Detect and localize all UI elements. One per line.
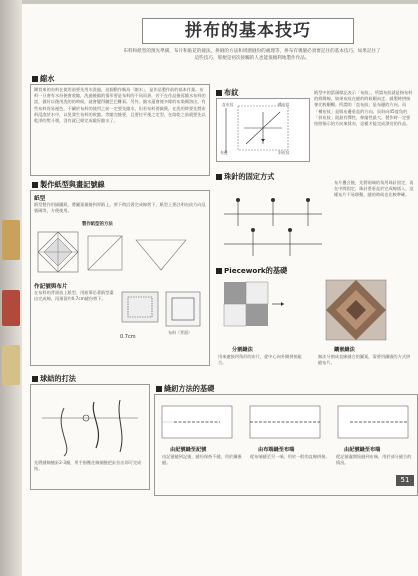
page-tab <box>2 220 20 260</box>
page-title: 拼布的基本技巧 <box>142 18 354 44</box>
split-seam-caption: 分割縫法 <box>232 347 253 353</box>
page-tab <box>2 290 20 326</box>
pin-heading: 珠針的固定方式 <box>216 172 274 182</box>
sewing-caption-2: 由布端縫至布端 <box>258 447 295 453</box>
pin-text: 布片疊合後，先將兩端的角用珠針固定，再在中間固定，珠針要垂直於完成線插入，這樣布片不易移動，縫的時候也比較準確。 <box>334 180 414 198</box>
sewing-heading: 縫紉方法的基礎 <box>156 384 214 394</box>
knot-text: 先將縫線繞針2-3圈，用手指壓住線圈後把針拉出即可完成結。 <box>34 460 142 472</box>
sewing-caption-3: 由記號縫至布端 <box>344 447 381 453</box>
pattern-text: 紙型製作用描圖紙，將圖案描繪到厚紙上。剪下時沿著完成線剪下，紙型上要註明布紋方向及號碼等，方便使用。 <box>34 202 206 214</box>
grain-label-d: 布邊 <box>220 150 228 155</box>
inset-seam-caption: 鑲嵌縫法 <box>334 347 355 353</box>
sewing-text-2: 從布端縫至另一端，用於一般的直線拼接。 <box>250 454 330 459</box>
knot-illustration <box>34 388 146 458</box>
knot-heading: 球結的打法 <box>32 374 76 384</box>
grain-text: 紙型中的箭頭標記表示「布紋」，所謂布紋就是指布料的經緯線，如果布紋在縫的時候順向走，縫製時拼接會比較順暢。所謂的「直布紋」是布邊的方向，而「橫布紋」是與布邊垂直的方向。而斜向45度角的「斜布紋」則最有彈性，伸縮性最大。製作時一定要按照指示的方向來裁布，這樣才能完成漂亮的作品。 <box>314 90 413 127</box>
pattern-heading: 製作紙型與畫記號線 <box>32 180 105 190</box>
sewing-text-1: 由記號縫到記號，縫份保持不縫，用於鑲嵌縫。 <box>162 454 242 466</box>
split-seam-illustration <box>222 280 292 340</box>
marking-text: 在布料的背面放上紙型，用鉛筆沿著紙型畫出完成線，再預留約0.7cm縫份剪下。 <box>34 290 114 302</box>
grain-heading: 布紋 <box>216 88 238 98</box>
pattern-caption: 製作紙型的方法 <box>82 222 113 227</box>
shrink-text: 剛買來的布料在使用前要先用水洗過，這個動作稱為「縮水」，是作品製作前的基本作業。布料一旦會有水份便會收縮，洗過後縮的情形要是布料的不同而異，若不在作品後再縮水布料的話，做好以後用洗的的時候，就會變得皺巴巴難看。另外，縮水還會使多餘的布染劑溶出。有些布料容易褪色，不屬於布料的使用之前一定要先縮水，但若布料要做舊，在洗用時要先將布料浸泡於水中，以免發生布料的收縮。等縮完後要，且要拉平使之定型，在陰乾之前就要先以乾淨的熨斗燙，沒有就已經完成做好縮水了。 <box>34 87 206 124</box>
grain-label-b: 橫布紋 <box>278 102 290 107</box>
inset-seam-illustration <box>322 276 410 346</box>
piecework-heading: Piecework的基礎 <box>216 266 287 276</box>
split-seam-text: 用來連接四角形的布片，從中心向外側拼接組合。 <box>218 354 302 366</box>
grain-label-a: 直布紋 <box>222 102 234 107</box>
grain-label-c: 斜布紋 <box>278 150 290 155</box>
intro-text: 布料和紙型的預先準備，布片和貼花的縫法，拼縫的方法和周圍縫份的處理等，拼布有幾個必須要記住的基本技巧，如果記住了這些技巧，那便是初次接觸的人也能很順利地製作作品。 <box>123 49 381 61</box>
book-page <box>22 4 418 576</box>
pin-illustration <box>218 184 328 264</box>
book-spine <box>0 0 22 576</box>
sewing-caption-1: 由記號縫至記號 <box>170 447 207 453</box>
page-number: 51 <box>396 475 414 486</box>
sewing-illustration <box>160 400 412 444</box>
pattern-subheading: 紙型 <box>34 196 46 202</box>
sewing-text-3: 從記號處開始縫到布端，用於部分縫合的情況。 <box>336 454 412 466</box>
shrink-heading: 縮水 <box>32 74 54 84</box>
fabric-back-label: 布料（背面） <box>168 330 192 335</box>
page-tab <box>2 345 20 385</box>
seam-allowance-label: 0.7cm <box>120 334 136 340</box>
inset-seam-text: 無法分割成直線縫合的圖案，需要用鑲嵌的方式拼縫布片。 <box>318 354 411 366</box>
marking-subheading: 作記號與布片 <box>34 284 68 290</box>
pattern-illustration <box>36 230 196 276</box>
